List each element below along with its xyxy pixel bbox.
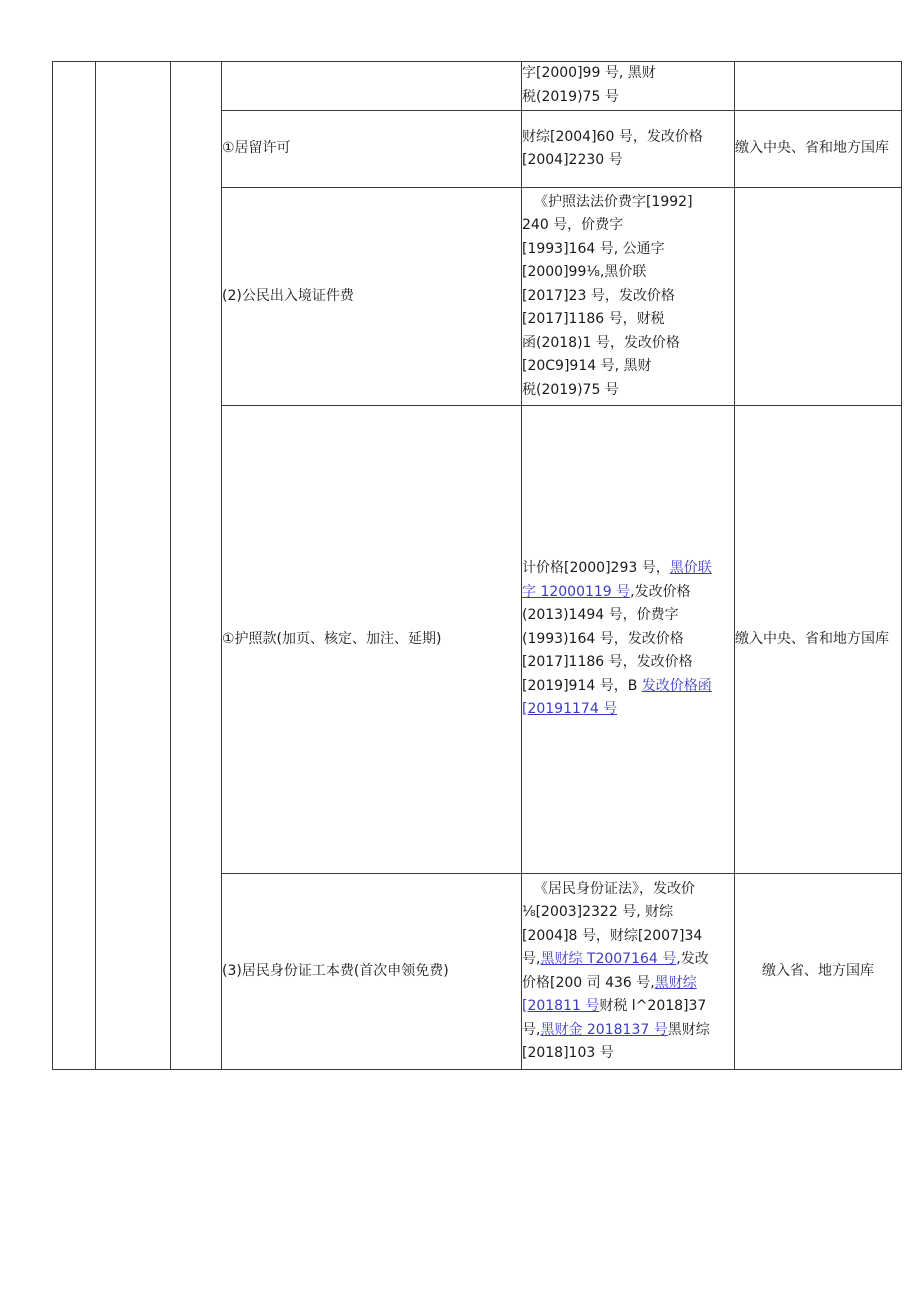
basis-text: ,发改 [676, 951, 709, 967]
document-link[interactable]: 黑财金 2018137 号 [540, 1021, 668, 1038]
item-cell: (2)公民出入境证件费 [222, 188, 522, 406]
basis-line: 字[2000]99 号, 黑财 [522, 65, 656, 81]
basis-text: [2019]914 号，B [522, 677, 638, 694]
basis-cell [522, 406, 735, 874]
dest-cell [735, 188, 902, 406]
item-cell: (3)居民身份证工本费(首次申领免费) [222, 874, 522, 1070]
document-link[interactable]: 发改价格函 [641, 677, 712, 694]
basis-line: [2004]8 号，财综[2007]34 [522, 927, 703, 944]
subcategory-cell [96, 62, 171, 1070]
item-cell: ①护照款(加页、核定、加注、延期) [222, 406, 522, 874]
basis-line: (1993)164 号，发改价格 [522, 630, 684, 647]
item-cell: ①居留许可 [222, 111, 522, 188]
document-link[interactable]: [201811 号 [522, 998, 600, 1014]
basis-line [522, 698, 734, 722]
basis-text: 号, [522, 1021, 541, 1038]
dest-cell: 缴入中央、省和地方国库 [735, 111, 902, 188]
document-link[interactable]: 字 12000119 号 [522, 583, 631, 600]
dest-cell: 缴入省、地方国库 [735, 874, 902, 1070]
basis-line: [2017]23 号，发改价格 [522, 287, 675, 304]
basis-line: [2018]103 号 [522, 1045, 614, 1061]
basis-line: [1993]164 号, 公通字 [522, 240, 665, 257]
basis-line [522, 972, 734, 996]
basis-line: 《居民身份证法》，发改价 [534, 880, 695, 897]
dest-cell [735, 62, 902, 111]
document-link[interactable]: [20191174 号 [522, 701, 618, 718]
document-link[interactable]: 黑财综 T2007164 号 [540, 951, 677, 967]
basis-text: 黑财综 [667, 1021, 710, 1038]
basis-text: ,发改价格 [630, 583, 691, 600]
basis-line [522, 995, 734, 1019]
basis-line: [2004]2230 号 [522, 152, 623, 168]
basis-cell [522, 62, 735, 111]
code-cell [171, 62, 222, 1070]
document-link[interactable]: 黑财综 [654, 974, 697, 991]
basis-line: 《护照法法价费字[1992] [534, 193, 693, 210]
basis-line: 240 号，价费字 [522, 217, 624, 234]
document-link[interactable]: 黑价联 [669, 560, 712, 577]
basis-cell [522, 188, 735, 406]
basis-line: [2000]99⅛,黑价联 [522, 264, 647, 281]
basis-line [522, 675, 734, 699]
table-row [53, 62, 902, 111]
basis-line: 税(2019)75 号 [522, 88, 619, 105]
item-cell [222, 62, 522, 111]
dest-cell: 缴入中央、省和地方国库 [735, 406, 902, 874]
basis-line: 函(2018)1 号，发改价格 [522, 334, 680, 351]
fee-table [52, 61, 902, 1070]
basis-text: 财税 l^2018]37 [599, 998, 707, 1014]
basis-line: ⅛[2003]2322 号, 财综 [522, 904, 674, 920]
basis-cell [522, 874, 735, 1070]
basis-line: (2013)1494 号，价费字 [522, 607, 679, 624]
category-cell [53, 62, 96, 1070]
basis-line: [2017]1186 号，财税 [522, 311, 665, 328]
basis-line: [2017]1186 号，发改价格 [522, 654, 693, 671]
basis-line: 财综[2004]60 号，发改价格 [522, 128, 703, 145]
basis-line [522, 557, 734, 581]
basis-text: 计价格[2000]293 号， [522, 560, 670, 577]
basis-line [522, 1019, 734, 1043]
basis-line: [20C9]914 号, 黑财 [522, 358, 652, 375]
basis-line [522, 948, 734, 972]
basis-text: 价格[200 司 436 号, [522, 974, 655, 991]
basis-text: 号, [522, 951, 541, 967]
basis-line: 税(2019)75 号 [522, 381, 619, 398]
basis-cell [522, 111, 735, 188]
basis-line [522, 581, 734, 605]
